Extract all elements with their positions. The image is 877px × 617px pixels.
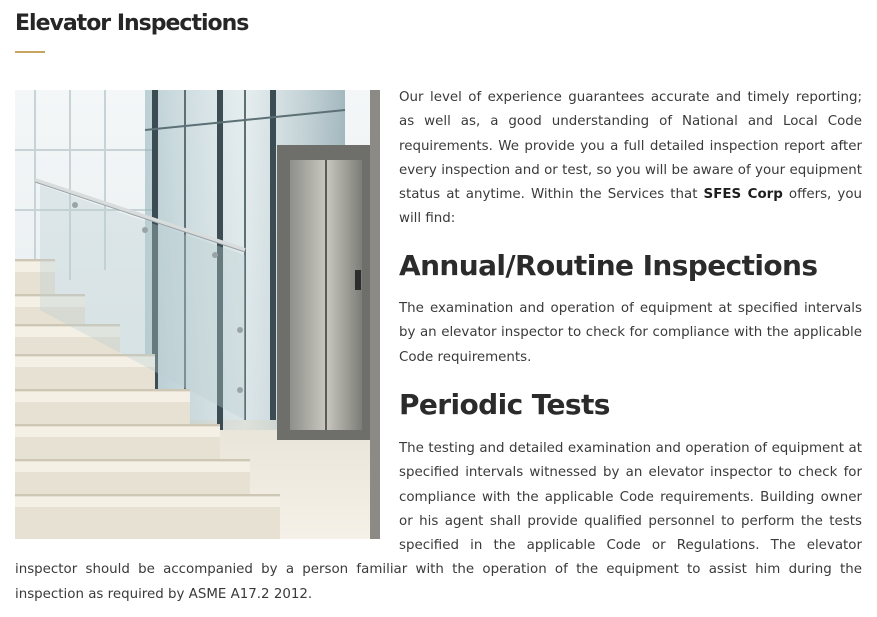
periodic-tests-body: The testing and detailed examination and operation of equipment at specified intervals witnessed by an elevator inspector to check for compliance with the applicable Code requirements. Building owner or his agent shall provide qualified personnel to perform the tests specified in the applicable Code or Regulations. The elevator inspector should be accompanied by a person familiar with the operation of the equipment to assist him during the inspection as required by ASME A17.2 2012. <box>15 441 862 602</box>
intro-paragraph <box>399 86 862 232</box>
periodic-tests-section <box>15 437 862 607</box>
page-title: Elevator Inspections <box>15 11 249 36</box>
intro-text-before: Our level of experience guarantees accurate and timely reporting; as well as, a good understanding of National and Local Code requirements. We provide you a full detailed inspection report after every inspection and or test, so you will be aware of your equipment status at anytime. Within the Services that <box>399 90 862 203</box>
intro-text-after: offers, you will find: <box>399 187 863 227</box>
image-wrap-spacer <box>15 437 399 558</box>
periodic-tests-heading: Periodic Tests <box>399 388 610 421</box>
annual-inspections-body: The examination and operation of equipment at specified intervals by an elevator inspector to check for compliance with the applicable Code requirements. <box>399 301 862 365</box>
company-name: SFES Corp <box>703 187 783 203</box>
title-underline <box>15 51 45 53</box>
annual-inspections-heading: Annual/Routine Inspections <box>399 249 818 282</box>
